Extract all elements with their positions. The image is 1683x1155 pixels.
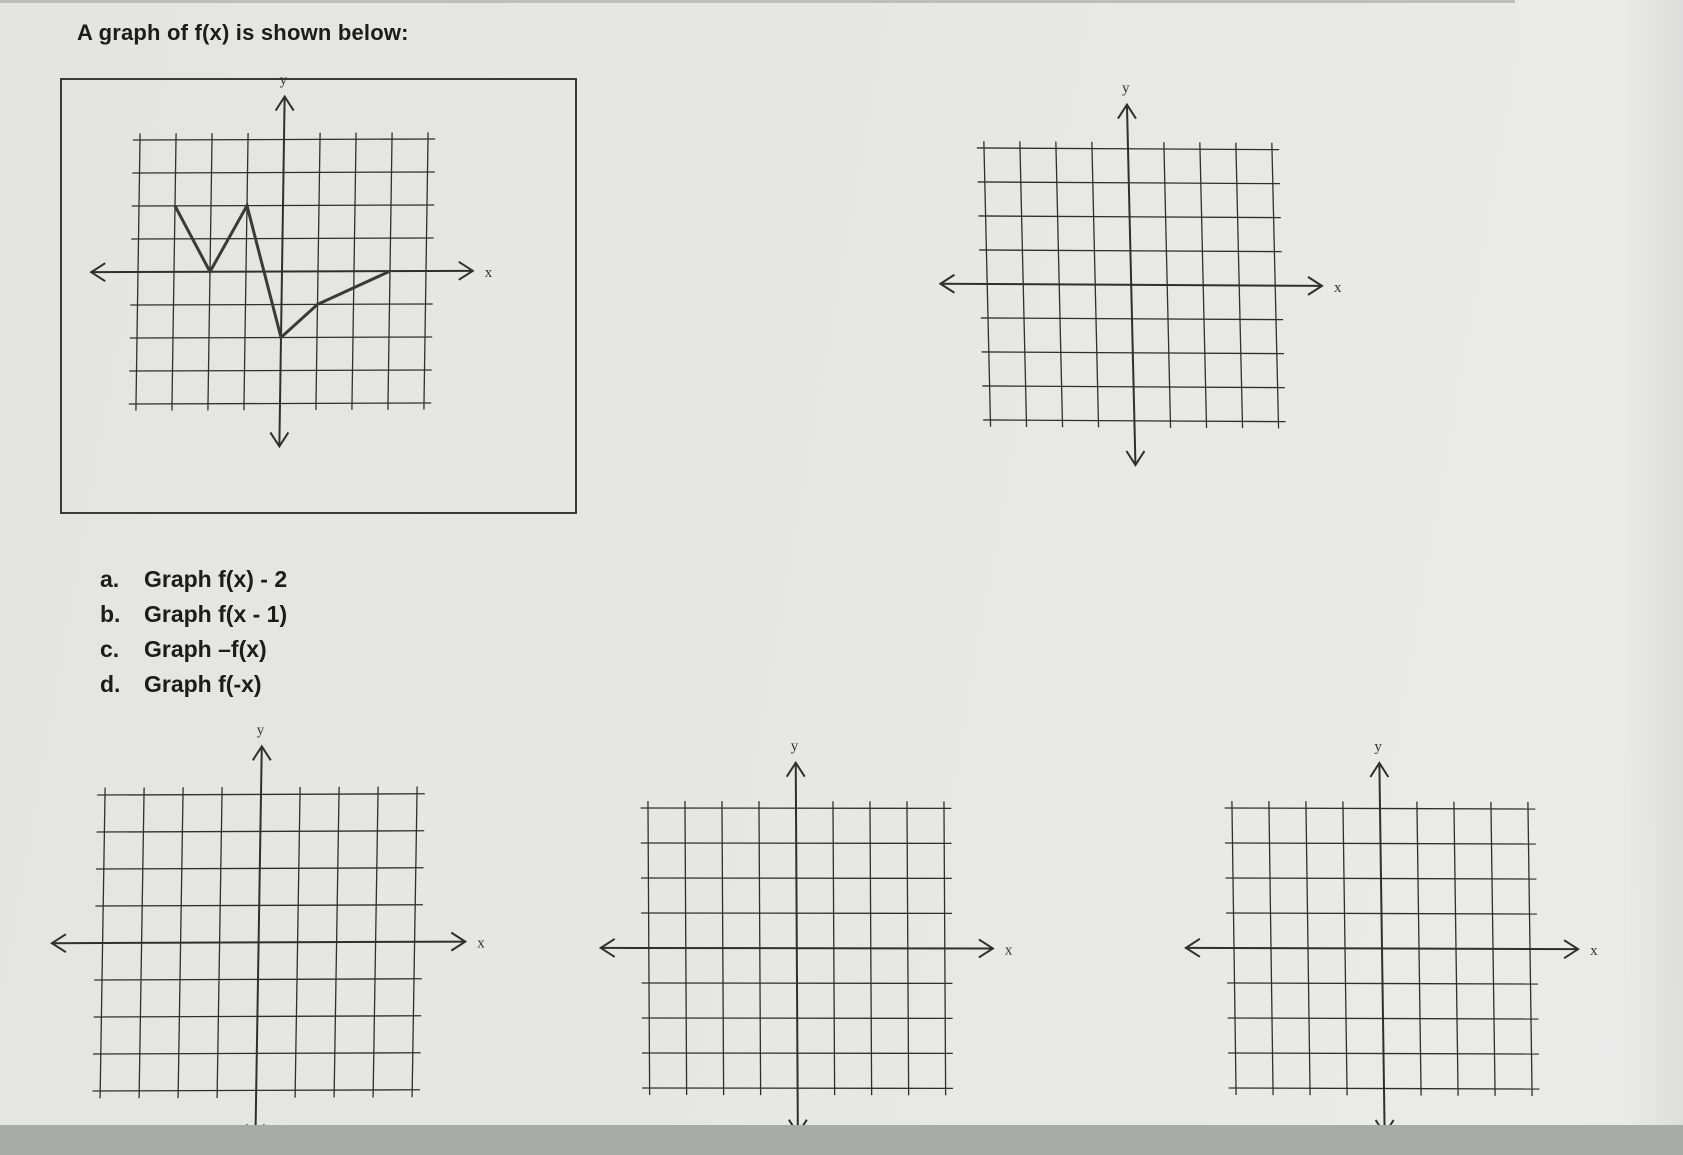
task-list (100, 562, 287, 702)
task-d: d. Graph f(-x) (100, 671, 262, 697)
y-axis-label: y (1121, 80, 1130, 97)
x-axis-label: x (477, 935, 485, 952)
y-axis-label: y (1374, 739, 1382, 755)
answer-grid-bottom-right[interactable] (1190, 739, 1630, 1125)
x-axis-label: x (1004, 942, 1013, 959)
screen-bottom-bezel (0, 1125, 1683, 1155)
answer-grid-bottom-left[interactable] (60, 722, 520, 1125)
given-graph-fx (95, 72, 535, 475)
answer-grid-bottom-middle[interactable] (600, 738, 1060, 1125)
page-edge (0, 0, 1515, 3)
answer-grid-top-right[interactable] (970, 80, 1390, 490)
y-axis-label: y (279, 72, 288, 89)
x-axis-label: x (1590, 943, 1598, 960)
y-axis-label: y (256, 722, 265, 739)
worksheet-heading: A graph of f(x) is shown below: (77, 20, 409, 45)
x-axis-label: x (1334, 279, 1342, 296)
y-axis (796, 763, 798, 1134)
y-axis-label: y (790, 738, 799, 755)
page-shadow (1623, 0, 1683, 1125)
task-b: b. Graph f(x - 1) (100, 601, 288, 627)
task-a: a. Graph f(x) - 2 (100, 566, 288, 592)
task-c: c. Graph –f(x) (100, 636, 267, 662)
x-axis-label: x (484, 264, 493, 281)
